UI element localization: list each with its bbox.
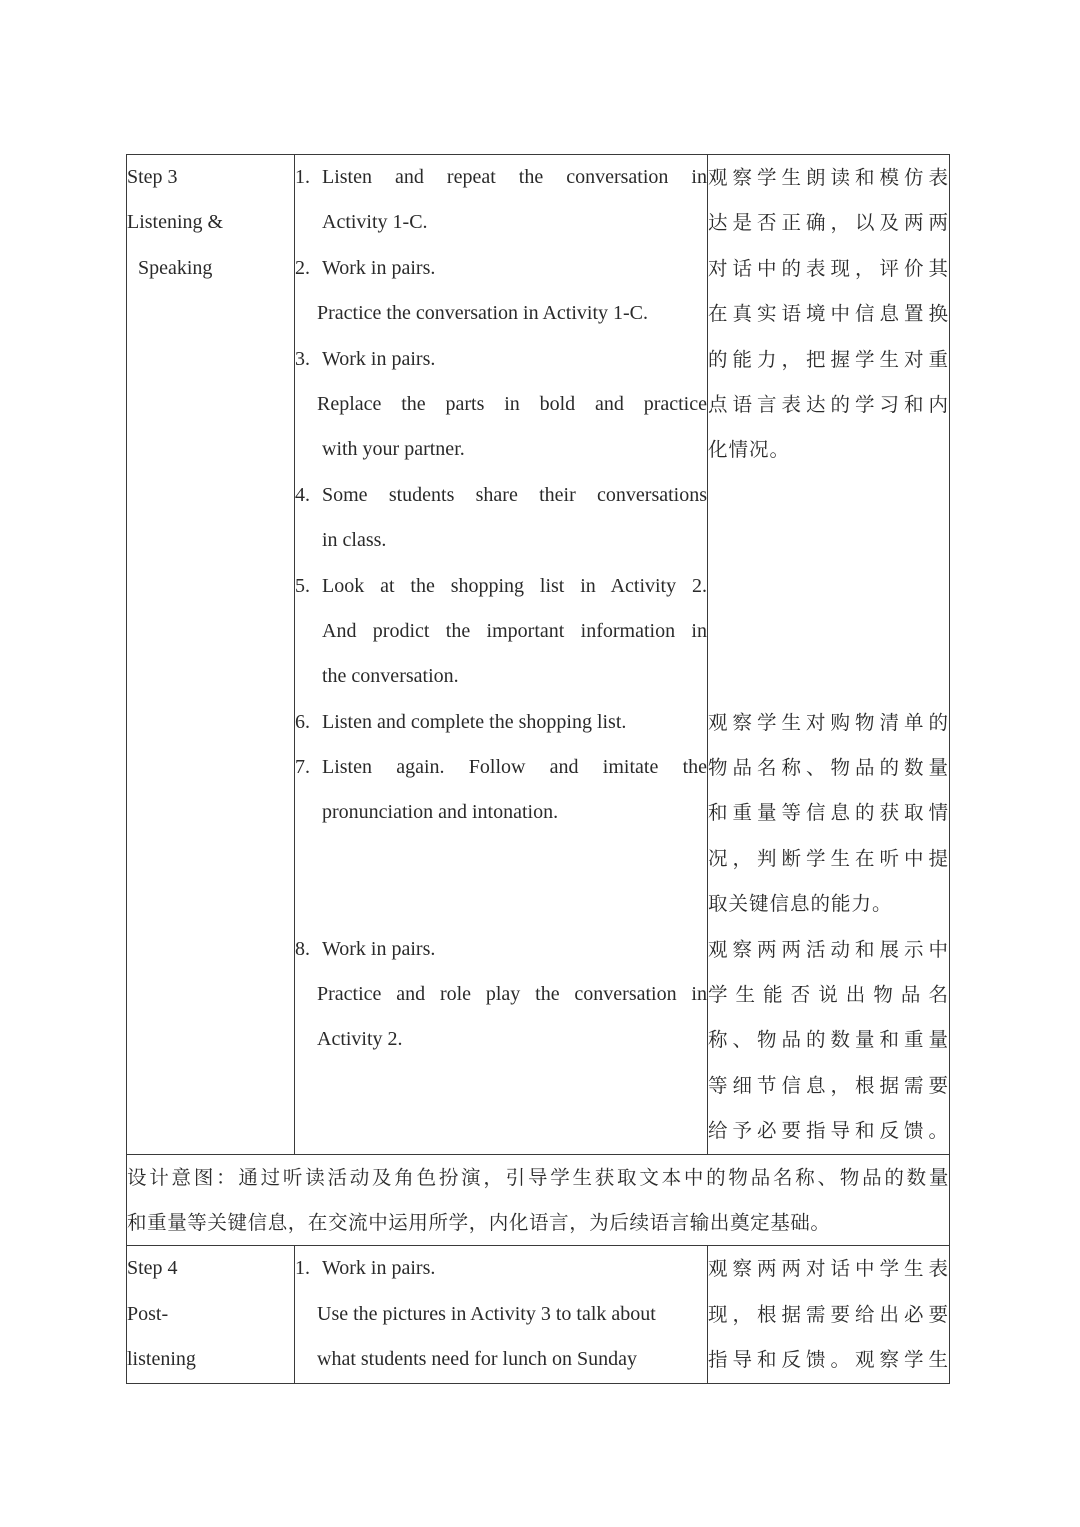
note-line: 的能力，把握学生对重	[708, 347, 949, 371]
activity-text: Activity 1-C.	[322, 211, 428, 234]
note-line: 观察两两对话中学生表	[708, 1257, 949, 1281]
note-line: 取关键信息的能力。	[708, 892, 893, 916]
design-intent-cell	[127, 1154, 950, 1246]
step3-title-line: Speaking	[138, 256, 213, 279]
note-line: 学生能否说出物品名	[708, 983, 949, 1007]
step3-row	[127, 155, 950, 1155]
activity-text: in class.	[322, 529, 387, 552]
activity-text: what students need for lunch on Sunday	[317, 1348, 637, 1371]
activity-item	[295, 927, 707, 972]
activity-item	[295, 745, 707, 790]
activity-item	[295, 564, 707, 609]
note-line: 等细节信息，根据需要	[708, 1073, 949, 1097]
activity-item	[295, 700, 707, 745]
step4-title-line: Step 4	[127, 1257, 178, 1280]
activity-text: Activity 2.	[317, 1028, 403, 1051]
activity-text: And prodict the important information in	[322, 619, 707, 642]
step3-notes-cell	[708, 155, 950, 1155]
step3-title-cell	[127, 155, 295, 1155]
lesson-plan-table	[126, 154, 950, 1384]
activity-text: the conversation.	[322, 665, 459, 688]
activity-number: 3.	[295, 347, 310, 370]
activity-text: Practice the conversation in Activity 1-C.	[317, 302, 649, 325]
design-intent-line: 设计意图：通过听读活动及角色扮演，引导学生获取文本中的物品名称、物品的数量	[127, 1165, 949, 1189]
step3-title-line: Listening &	[127, 211, 224, 234]
note-line: 对话中的表现，评价其	[708, 256, 949, 280]
step3-title-line: Step 3	[127, 166, 178, 188]
note-line: 给予必要指导和反馈。	[708, 1119, 949, 1143]
step3-activities-cell	[295, 155, 708, 1155]
activity-item	[295, 155, 707, 200]
step4-title-line: listening	[127, 1348, 196, 1371]
note-line: 化情况。	[708, 438, 791, 462]
activity-text: Replace the parts in bold and practice	[317, 392, 707, 415]
design-intent-row	[127, 1154, 950, 1246]
activity-text: Practice and role play the conversation in	[317, 983, 707, 1006]
activity-number: 4.	[295, 483, 310, 506]
step4-title-line: Post-	[127, 1302, 169, 1325]
activity-text: Work in pairs.	[322, 256, 436, 279]
step4-activities-cell	[295, 1246, 708, 1383]
note-line: 现，根据需要给出必要	[708, 1302, 949, 1326]
activity-number: 7.	[295, 756, 310, 779]
activity-text: with your partner.	[322, 438, 465, 461]
note-line: 称、物品的数量和重量	[708, 1028, 949, 1052]
activity-number: 6.	[295, 710, 310, 733]
note-line: 况，判断学生在听中提	[708, 846, 949, 870]
note-line: 物品名称、物品的数量	[708, 756, 949, 780]
activity-text: pronunciation and intonation.	[322, 801, 559, 824]
activity-number: 2.	[295, 256, 310, 279]
note-line: 在真实语境中信息置换	[708, 302, 949, 326]
activity-item	[295, 1246, 707, 1291]
activity-item	[295, 246, 707, 291]
design-intent-line: 和重量等关键信息，在交流中运用所学，内化语言，为后续语言输出奠定基础。	[127, 1210, 831, 1234]
note-line: 观察学生对购物清单的	[708, 710, 949, 734]
activity-item	[295, 473, 707, 518]
activity-number: 1.	[295, 1257, 310, 1280]
note-line: 观察两两活动和展示中	[708, 937, 949, 961]
activity-item	[295, 337, 707, 382]
activity-text: Use the pictures in Activity 3 to talk about	[317, 1302, 656, 1325]
activity-text: Listen and complete the shopping list.	[322, 710, 627, 733]
activity-text: Work in pairs.	[322, 1257, 436, 1280]
activity-text: Work in pairs.	[322, 937, 436, 960]
note-line: 达是否正确，以及两两	[708, 211, 949, 235]
activity-text: Some students share their conversations	[322, 483, 707, 506]
step4-row	[127, 1246, 950, 1383]
note-line: 观察学生朗读和模仿表	[708, 166, 949, 189]
step4-notes-cell	[708, 1246, 950, 1383]
note-line: 指导和反馈。观察学生	[708, 1348, 949, 1372]
step4-title-cell	[127, 1246, 295, 1383]
activity-number: 8.	[295, 937, 310, 960]
activity-text: Listen and repeat the conversation in	[322, 166, 707, 188]
note-line: 点语言表达的学习和内	[708, 392, 949, 416]
activity-text: Work in pairs.	[322, 347, 436, 370]
note-line: 和重量等信息的获取情	[708, 801, 949, 825]
activity-number: 1.	[295, 166, 310, 188]
activity-text: Look at the shopping list in Activity 2.	[322, 574, 707, 597]
activity-number: 5.	[295, 574, 310, 597]
activity-text: Listen again. Follow and imitate the	[322, 756, 707, 779]
